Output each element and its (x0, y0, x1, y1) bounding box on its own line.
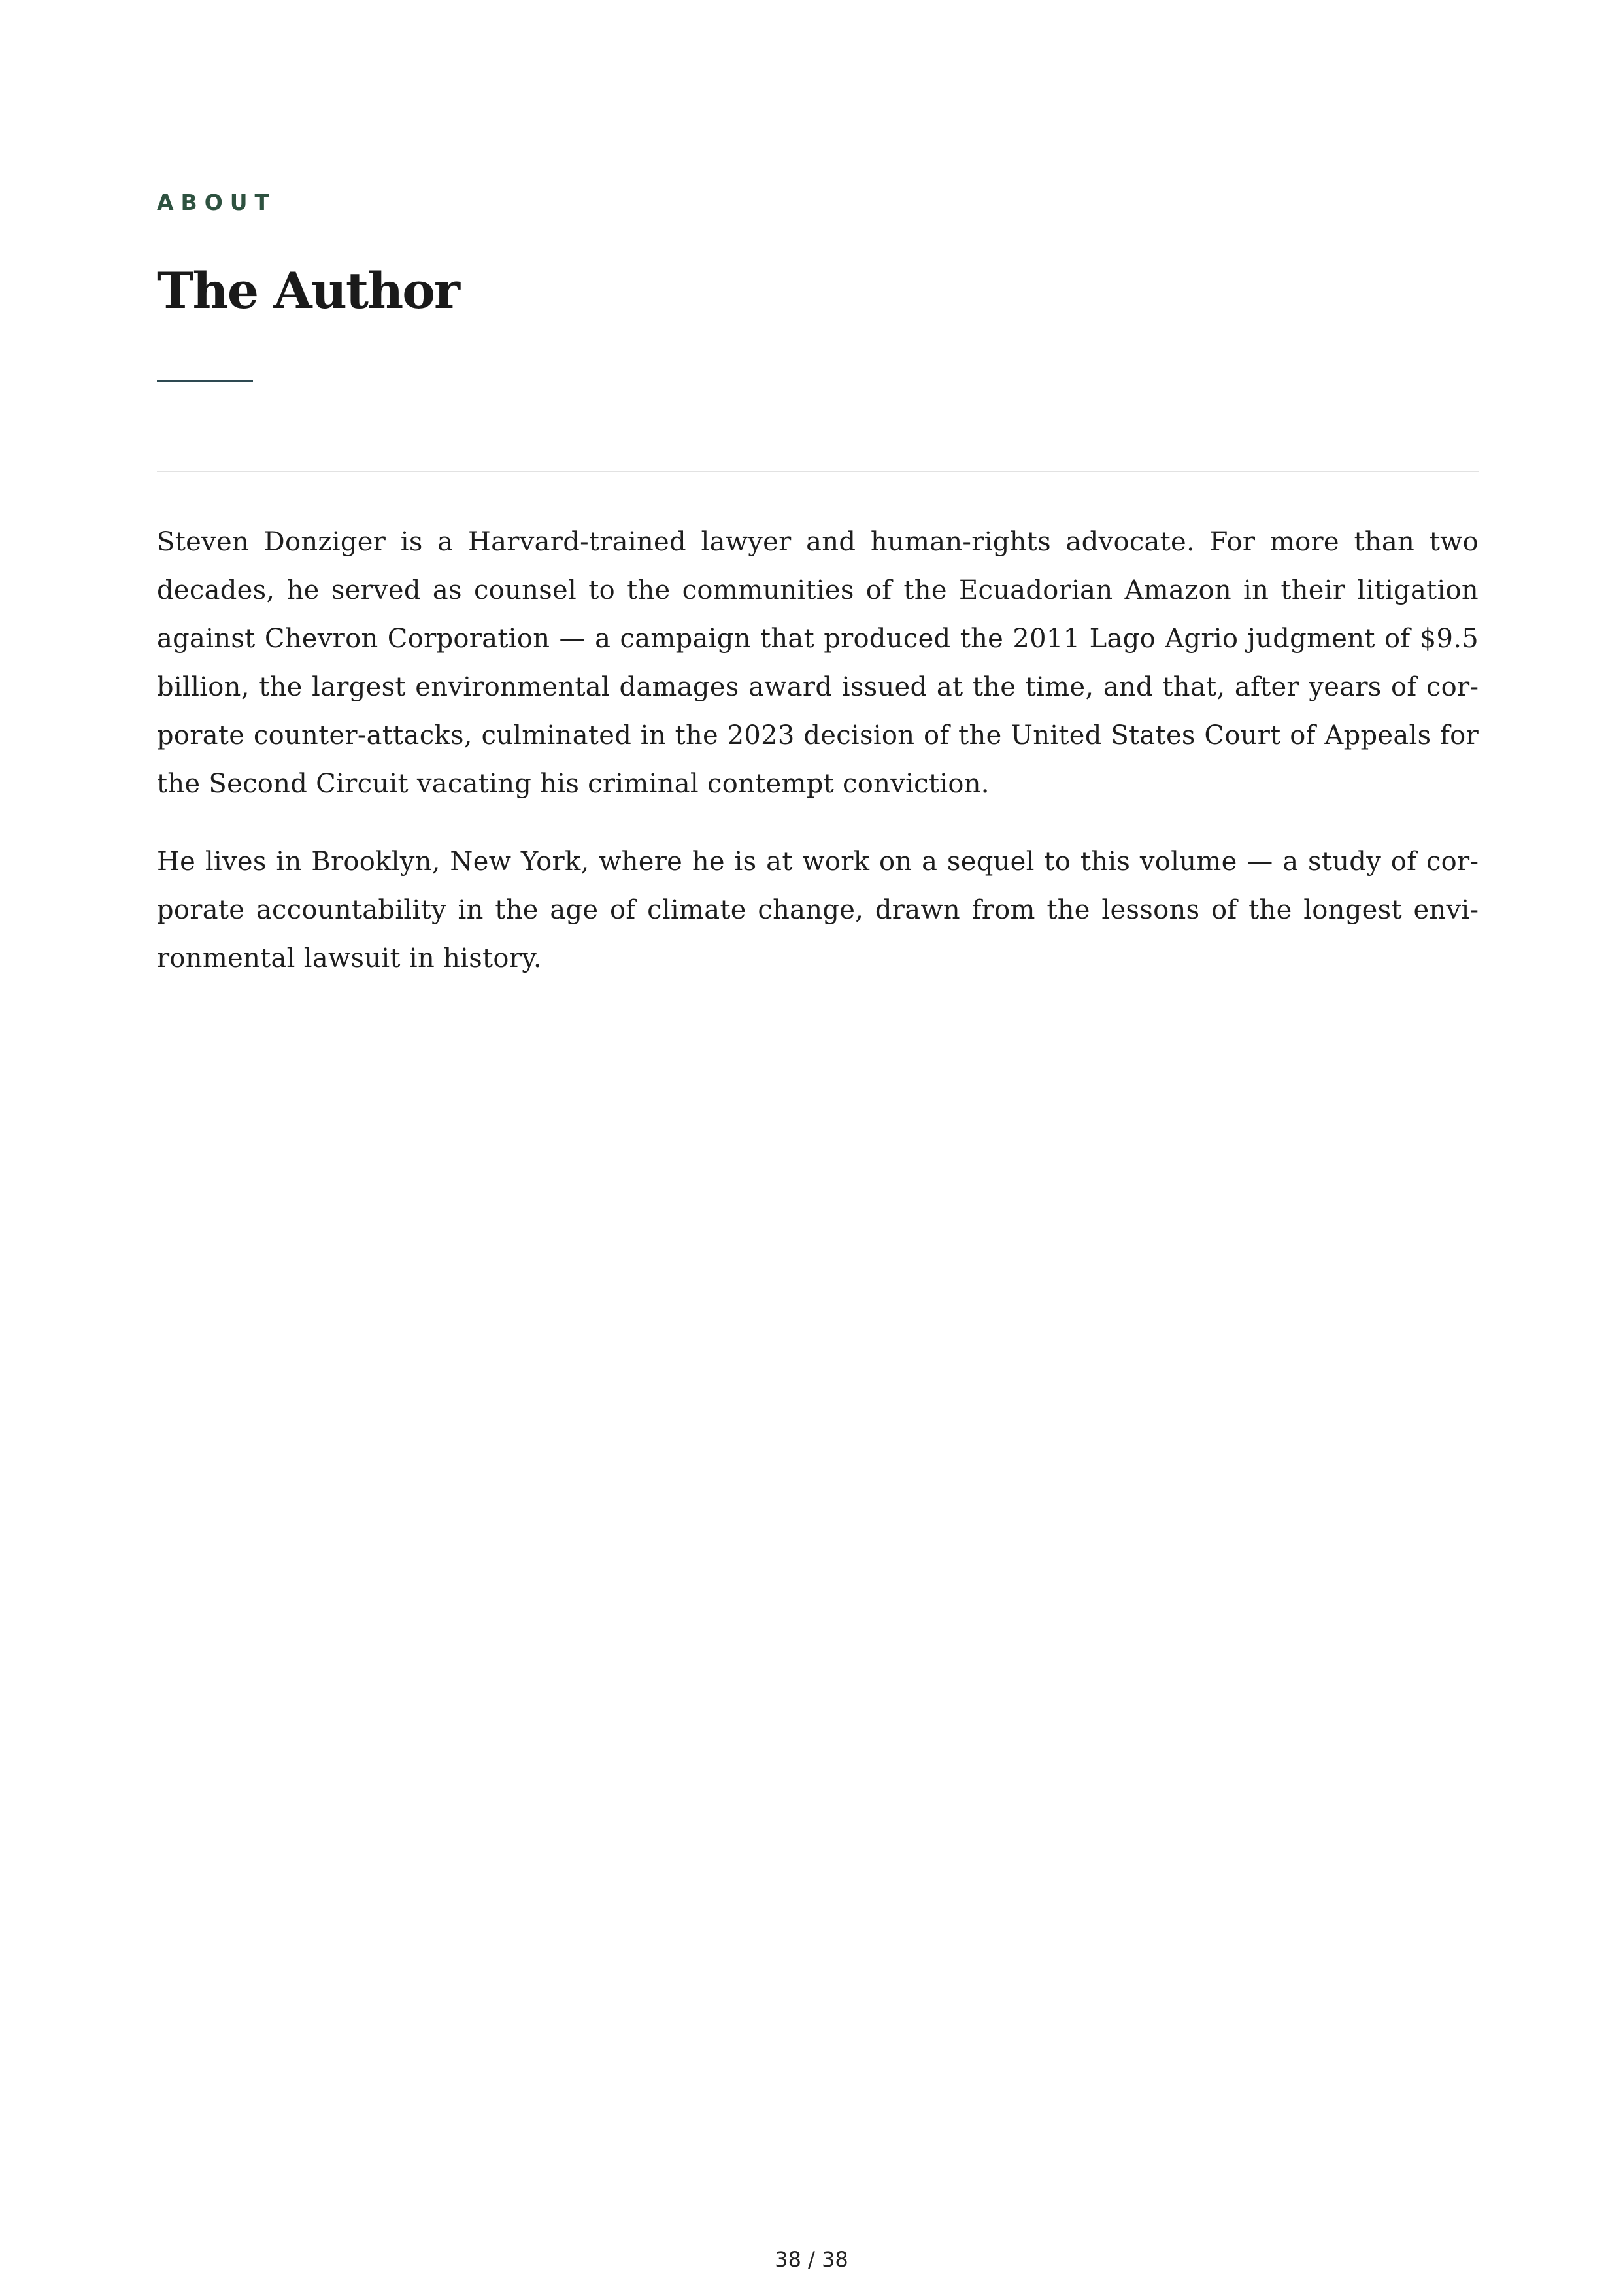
title-accent-rule (157, 380, 253, 382)
section-eyebrow: ABOUT (157, 190, 277, 215)
section-divider (157, 471, 1479, 472)
page-number: 38 / 38 (775, 2247, 848, 2272)
page-title: The Author (157, 262, 459, 320)
author-bio (157, 518, 1479, 1012)
bio-paragraph-1: Steven Donziger is a Harvard-trained lawyer and human-rights advocate. For more than two decades, he served as counsel to the communities of the Ecuadorian Amazon in their litigation against Chevron Corporation — a campaign that produced the 2011 Lago Agrio judgment of $9.5 billion, the largest environmental damages award issued at the time, and that, after years of corporate counter-attacks, culminated in the 2023 decision of the United States Court of Appeals for the Second Circuit vacating his criminal contempt conviction. (157, 527, 1479, 799)
bio-paragraph-2: He lives in Brooklyn, New York, where he is at work on a sequel to this volume — a study of corporate accountability in the age of climate change, drawn from the lessons of the longest environmental lawsuit in history. (157, 847, 1479, 973)
